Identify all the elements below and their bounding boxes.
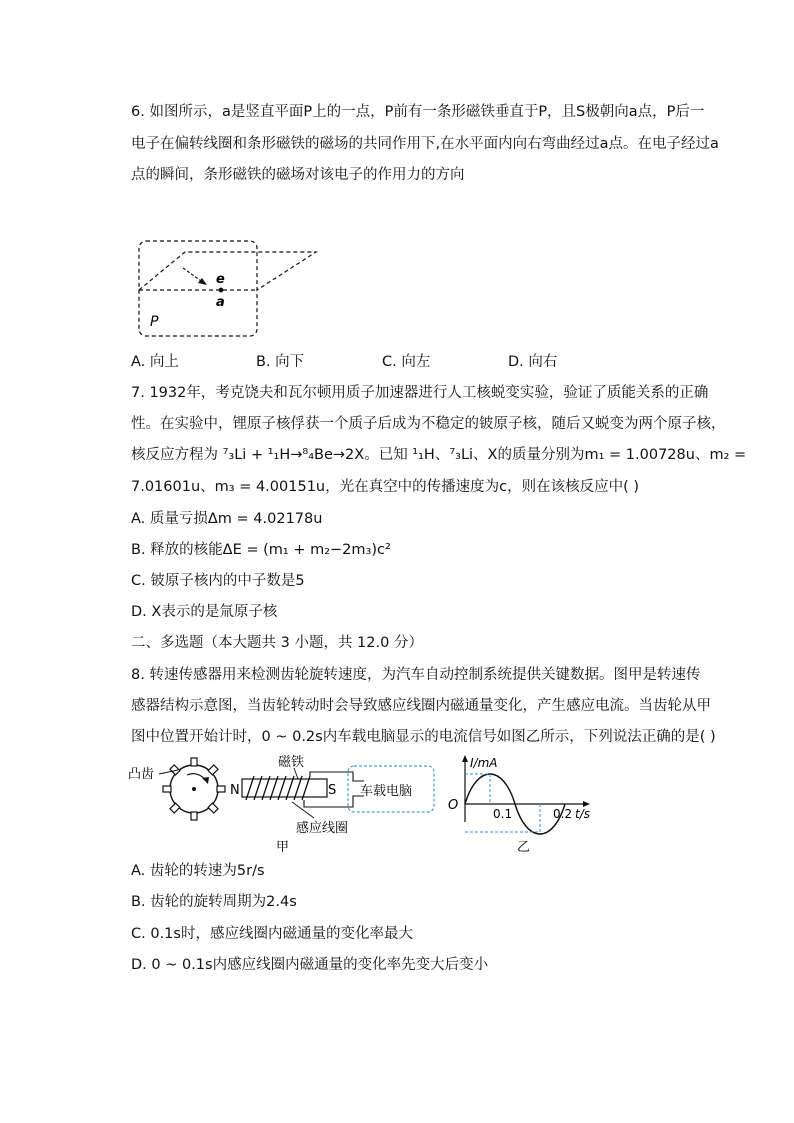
q7-option-d: D. X表示的是氚原子核: [131, 604, 278, 620]
yi-ylabel: I/mA: [470, 756, 498, 770]
figure-yi-caption: 乙: [517, 840, 531, 855]
q6-option-d: D. 向右: [508, 354, 558, 370]
q8-figure-jia: [128, 752, 438, 857]
q8-option-a: A. 齿轮的转速为5r/s: [131, 863, 265, 879]
q6-option-a: A. 向上: [131, 354, 179, 370]
q6-label-p: P: [150, 314, 159, 330]
q6-option-b: B. 向下: [256, 354, 305, 370]
q7-option-b: B. 释放的核能ΔE = (m₁ + m₂−2m₃)c²: [131, 542, 391, 558]
q8-figure-yi: [445, 752, 595, 857]
yi-origin: O: [448, 798, 459, 813]
q6-line-2: 电子在偏转线圈和条形磁铁的磁场的共同作用下,在水平面内向右弯曲经过a点。在电子经过a: [131, 136, 719, 152]
yi-xlabel: t/s: [575, 807, 590, 821]
q8-line-2: 感器结构示意图，当齿轮转动时会导致感应线圈内磁通量变化，产生感应电流。当齿轮从甲: [131, 698, 711, 714]
q6-figure: [130, 236, 330, 341]
yi-tick-1: 0.1: [493, 807, 513, 821]
q8-option-b: B. 齿轮的旋转周期为2.4s: [131, 894, 297, 910]
q7-line-1: 7. 1932年，考克饶夫和瓦尔顿用质子加速器进行人工核蜕变实验，验证了质能关系的正确: [131, 385, 709, 401]
q7-line-4: 7.01601u、m₃ = 4.00151u，光在真空中的传播速度为c，则在该核反应中( ): [131, 479, 640, 495]
q6-option-c: C. 向左: [382, 354, 431, 370]
q7-line-3: 核反应方程为 ⁷₃Li + ¹₁H→⁸₄Be→2X。已知 ¹₁H、⁷₃Li、X的质量分别为m₁ = 1.00728u、m₂ =: [131, 447, 747, 463]
magnet-s-label: S: [328, 783, 337, 798]
q8-option-d: D. 0 ~ 0.1s内感应线圈内磁通量的变化率先变大后变小: [131, 957, 489, 973]
q6-label-e: e: [216, 272, 225, 287]
magnet-label: 磁铁: [278, 755, 305, 770]
yi-tick-2: 0.2: [553, 807, 573, 821]
figure-jia-caption: 甲: [276, 840, 290, 855]
q7-line-2: 性。在实验中，锂原子核俘获一个质子后成为不稳定的铍原子核，随后又蜕变为两个原子核，: [131, 416, 726, 432]
magnet-n-label: N: [230, 783, 240, 798]
gear-icon: [163, 758, 225, 820]
q8-line-3: 图中位置开始计时，0 ~ 0.2s内车载电脑显示的电流信号如图乙所示，下列说法正确的是( ): [131, 729, 716, 745]
q8-option-c: C. 0.1s时，感应线圈内磁通量的变化率最大: [131, 926, 413, 942]
q6-line-1: 6. 如图所示，a是竖直平面P上的一点，P前有一条形磁铁垂直于P，且S极朝向a点，P后一: [131, 104, 705, 120]
q6-label-a: a: [216, 295, 225, 310]
q7-option-c: C. 铍原子核内的中子数是5: [131, 573, 305, 589]
q7-option-a: A. 质量亏损Δm = 4.02178u: [131, 511, 323, 527]
q6-line-3: 点的瞬间，条形磁铁的磁场对该电子的作用力的方向: [131, 167, 465, 183]
section-2-header: 二、多选题（本大题共 3 小题，共 12.0 分）: [131, 635, 423, 651]
gear-label: 凸齿: [128, 767, 155, 782]
car-computer-label: 车载电脑: [360, 784, 413, 799]
coil-label: 感应线圈: [296, 821, 349, 836]
q8-line-1: 8. 转速传感器用来检测齿轮旋转速度，为汽车自动控制系统提供关键数据。图甲是转速传: [131, 667, 701, 683]
